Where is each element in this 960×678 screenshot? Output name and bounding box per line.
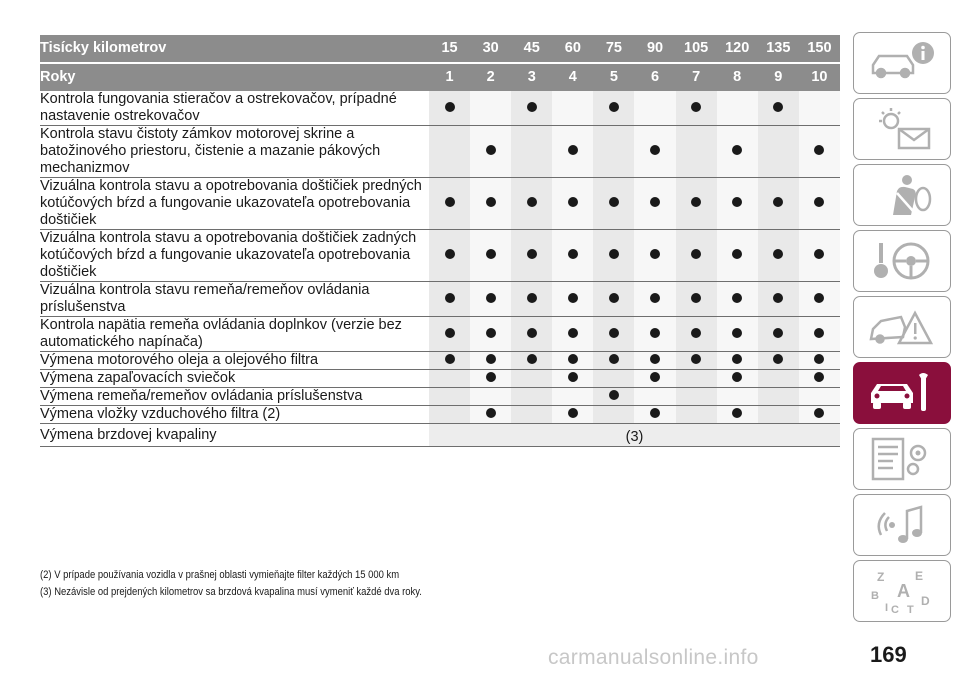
scheduled-dot	[486, 372, 496, 382]
schedule-cell	[429, 352, 470, 370]
km-header-cell-8: 120	[717, 35, 758, 63]
scheduled-dot	[527, 249, 537, 259]
scheduled-dot	[732, 249, 742, 259]
schedule-cell	[470, 230, 511, 282]
schedule-cell	[634, 406, 675, 424]
schedule-cell	[717, 406, 758, 424]
schedule-cell	[470, 282, 511, 317]
schedule-cell	[552, 230, 593, 282]
schedule-cell	[429, 317, 470, 352]
warning-lights-mail-icon	[863, 105, 941, 153]
schedule-cell	[799, 282, 840, 317]
schedule-cell	[758, 91, 799, 126]
scheduled-dot	[609, 197, 619, 207]
schedule-cell	[511, 406, 552, 424]
schedule-cell	[717, 317, 758, 352]
scheduled-dot	[568, 354, 578, 364]
km-header-cell-4: 60	[552, 35, 593, 63]
years-header-cell-5: 5	[593, 63, 634, 91]
schedule-cell	[470, 317, 511, 352]
schedule-cell	[676, 126, 717, 178]
scheduled-dot	[486, 197, 496, 207]
schedule-row	[40, 282, 840, 317]
scheduled-dot	[773, 328, 783, 338]
schedule-row	[40, 406, 840, 424]
schedule-cell	[758, 230, 799, 282]
schedule-row-label: Výmena vložky vzduchového filtra (2)	[40, 406, 429, 424]
scheduled-dot	[527, 197, 537, 207]
schedule-cell	[552, 406, 593, 424]
years-header-cell-1: 1	[429, 63, 470, 91]
schedule-cell	[511, 370, 552, 388]
schedule-cell	[429, 406, 470, 424]
schedule-cell	[758, 178, 799, 230]
schedule-row-label: Výmena brzdovej kvapaliny	[40, 424, 429, 447]
schedule-cell	[429, 230, 470, 282]
schedule-cell	[799, 126, 840, 178]
scheduled-dot	[568, 249, 578, 259]
schedule-cell	[676, 178, 717, 230]
schedule-cell	[717, 282, 758, 317]
tab-specifications[interactable]	[853, 428, 951, 490]
schedule-cell	[429, 126, 470, 178]
schedule-row-label: Vizuálna kontrola stavu a opotrebovania doštičiek zadných kotúčových bŕzd a fungovanie ukazovateľa opotrebovania doštičiek	[40, 230, 429, 282]
scheduled-dot	[773, 354, 783, 364]
schedule-cell	[552, 370, 593, 388]
km-header-cell-5: 75	[593, 35, 634, 63]
schedule-cell	[676, 352, 717, 370]
scheduled-dot	[445, 197, 455, 207]
schedule-cell	[429, 91, 470, 126]
schedule-cell	[552, 317, 593, 352]
car-info-icon	[863, 39, 941, 87]
scheduled-dot	[650, 354, 660, 364]
tab-index[interactable]	[853, 560, 951, 622]
footnote-2: (2) V prípade používania vozidla v prašnej oblasti vymieňajte filter každých 15 000 km	[40, 569, 400, 581]
scheduled-dot	[691, 354, 701, 364]
watermark: carmanualsonline.info	[548, 646, 759, 669]
schedule-cell	[634, 282, 675, 317]
scheduled-dot	[609, 354, 619, 364]
schedule-cell	[470, 406, 511, 424]
scheduled-dot	[773, 249, 783, 259]
schedule-cell	[676, 370, 717, 388]
schedule-cell	[470, 126, 511, 178]
km-header-cell-7: 105	[676, 35, 717, 63]
schedule-cell	[511, 230, 552, 282]
scheduled-dot	[445, 102, 455, 112]
schedule-cell	[593, 178, 634, 230]
alphabetical-index-icon	[863, 567, 941, 615]
tab-emergency[interactable]	[853, 296, 951, 358]
schedule-note-cell: (3)	[429, 424, 840, 447]
page-number: 169	[870, 642, 907, 667]
schedule-row	[40, 370, 840, 388]
scheduled-dot	[732, 145, 742, 155]
years-header-cell-10: 10	[799, 63, 840, 91]
scheduled-dot	[486, 328, 496, 338]
km-header-row	[40, 35, 840, 63]
schedule-cell	[676, 230, 717, 282]
schedule-cell	[634, 370, 675, 388]
scheduled-dot	[814, 249, 824, 259]
scheduled-dot	[486, 293, 496, 303]
scheduled-dot	[650, 145, 660, 155]
scheduled-dot	[445, 328, 455, 338]
tab-warning-lights[interactable]	[853, 98, 951, 160]
schedule-cell	[676, 317, 717, 352]
scheduled-dot	[568, 372, 578, 382]
scheduled-dot	[814, 328, 824, 338]
schedule-row-label: Výmena remeňa/remeňov ovládania príslušenstva	[40, 388, 429, 406]
years-header-cell-9: 9	[758, 63, 799, 91]
schedule-cell	[429, 178, 470, 230]
schedule-row-label: Kontrola napätia remeňa ovládania doplnkov (verzie bez automatického napínača)	[40, 317, 429, 352]
schedule-cell	[758, 352, 799, 370]
km-header-label: Tisícky kilometrov	[40, 35, 429, 63]
scheduled-dot	[650, 408, 660, 418]
multimedia-music-icon	[863, 501, 941, 549]
scheduled-dot	[814, 354, 824, 364]
schedule-cell	[470, 370, 511, 388]
schedule-cell	[758, 317, 799, 352]
scheduled-dot	[814, 197, 824, 207]
schedule-cell	[799, 230, 840, 282]
scheduled-dot	[609, 390, 619, 400]
schedule-cell	[429, 388, 470, 406]
accident-warning-icon	[863, 303, 941, 351]
scheduled-dot	[732, 197, 742, 207]
chapter-sidebar	[853, 32, 951, 626]
schedule-row-label: Kontrola stavu čistoty zámkov motorovej skrine a batožinového priestoru, čistenie a mazanie pákových mechanizmov	[40, 126, 429, 178]
schedule-cell	[552, 91, 593, 126]
schedule-cell	[717, 91, 758, 126]
scheduled-dot	[445, 354, 455, 364]
svg-text:I: I	[885, 602, 889, 614]
scheduled-dot	[486, 145, 496, 155]
svg-text:T: T	[907, 604, 914, 615]
scheduled-dot	[650, 328, 660, 338]
schedule-cell	[470, 388, 511, 406]
scheduled-dot	[445, 249, 455, 259]
svg-text:D: D	[921, 594, 930, 608]
schedule-row	[40, 126, 840, 178]
years-header-row	[40, 63, 840, 91]
scheduled-dot	[650, 249, 660, 259]
years-header-cell-3: 3	[511, 63, 552, 91]
schedule-cell	[429, 282, 470, 317]
scheduled-dot	[609, 249, 619, 259]
schedule-row-label: Výmena zapaľovacích sviečok	[40, 370, 429, 388]
footnote-3: (3) Nezávisle od prejdených kilometrov sa brzdová kvapalina musí vymeniť každé dva roky.	[40, 586, 422, 598]
scheduled-dot	[691, 197, 701, 207]
schedule-cell	[634, 388, 675, 406]
schedule-cell	[593, 370, 634, 388]
schedule-cell	[634, 352, 675, 370]
svg-text:A: A	[897, 581, 910, 601]
scheduled-dot	[773, 102, 783, 112]
schedule-cell	[511, 178, 552, 230]
years-header-cell-7: 7	[676, 63, 717, 91]
schedule-cell	[470, 352, 511, 370]
scheduled-dot	[732, 293, 742, 303]
schedule-cell	[634, 317, 675, 352]
years-header-cell-4: 4	[552, 63, 593, 91]
seatbelt-airbag-icon	[863, 171, 941, 219]
scheduled-dot	[650, 293, 660, 303]
schedule-cell	[593, 282, 634, 317]
maintenance-schedule-table	[40, 35, 840, 447]
schedule-cell	[511, 352, 552, 370]
schedule-cell	[511, 91, 552, 126]
schedule-cell	[799, 406, 840, 424]
scheduled-dot	[527, 102, 537, 112]
svg-text:C: C	[891, 604, 899, 615]
key-steering-wheel-icon	[863, 237, 941, 285]
scheduled-dot	[814, 145, 824, 155]
schedule-cell	[593, 388, 634, 406]
schedule-cell	[634, 91, 675, 126]
schedule-cell	[676, 406, 717, 424]
scheduled-dot	[568, 328, 578, 338]
schedule-cell	[799, 352, 840, 370]
schedule-cell	[799, 317, 840, 352]
scheduled-dot	[691, 328, 701, 338]
km-header-cell-9: 135	[758, 35, 799, 63]
schedule-row	[40, 388, 840, 406]
schedule-row-label: Kontrola fungovania stieračov a ostrekovačov, prípadné nastavenie ostrekovačov	[40, 91, 429, 126]
scheduled-dot	[732, 354, 742, 364]
tab-starting-driving[interactable]	[853, 230, 951, 292]
km-header-cell-6: 90	[634, 35, 675, 63]
scheduled-dot	[486, 354, 496, 364]
km-header-cell-10: 150	[799, 35, 840, 63]
schedule-row-label: Vizuálna kontrola stavu a opotrebovania doštičiek predných kotúčových bŕzd a fungovanie ukazovateľa opotrebovania doštičiek	[40, 178, 429, 230]
tab-car-info[interactable]	[853, 32, 951, 94]
schedule-row	[40, 424, 840, 447]
years-header-cell-8: 8	[717, 63, 758, 91]
tab-service-maintenance[interactable]	[853, 362, 951, 424]
footnotes	[40, 567, 422, 601]
schedule-row	[40, 178, 840, 230]
scheduled-dot	[650, 372, 660, 382]
scheduled-dot	[527, 328, 537, 338]
schedule-cell	[717, 352, 758, 370]
scheduled-dot	[814, 372, 824, 382]
schedule-row-label: Výmena motorového oleja a olejového filtra	[40, 352, 429, 370]
scheduled-dot	[691, 102, 701, 112]
schedule-cell	[593, 230, 634, 282]
car-service-wrench-icon	[863, 369, 941, 417]
schedule-cell	[676, 388, 717, 406]
years-header-cell-2: 2	[470, 63, 511, 91]
schedule-cell	[634, 230, 675, 282]
schedule-cell	[799, 388, 840, 406]
scheduled-dot	[732, 408, 742, 418]
scheduled-dot	[527, 293, 537, 303]
scheduled-dot	[732, 328, 742, 338]
km-header-cell-2: 30	[470, 35, 511, 63]
schedule-cell	[799, 178, 840, 230]
km-header-cell-3: 45	[511, 35, 552, 63]
schedule-cell	[552, 388, 593, 406]
schedule-row	[40, 230, 840, 282]
scheduled-dot	[445, 293, 455, 303]
schedule-cell	[593, 126, 634, 178]
svg-text:E: E	[915, 569, 924, 583]
schedule-cell	[593, 406, 634, 424]
schedule-cell	[511, 317, 552, 352]
scheduled-dot	[568, 145, 578, 155]
schedule-cell	[593, 317, 634, 352]
schedule-cell	[717, 230, 758, 282]
svg-text:B: B	[871, 590, 879, 602]
scheduled-dot	[527, 354, 537, 364]
schedule-cell	[758, 126, 799, 178]
specifications-gears-icon	[863, 435, 941, 483]
schedule-cell	[676, 282, 717, 317]
schedule-cell	[511, 388, 552, 406]
scheduled-dot	[691, 249, 701, 259]
scheduled-dot	[568, 197, 578, 207]
schedule-cell	[552, 126, 593, 178]
schedule-row	[40, 352, 840, 370]
scheduled-dot	[650, 197, 660, 207]
tab-multimedia[interactable]	[853, 494, 951, 556]
tab-safety[interactable]	[853, 164, 951, 226]
schedule-cell	[758, 406, 799, 424]
scheduled-dot	[814, 408, 824, 418]
schedule-cell	[717, 370, 758, 388]
schedule-cell	[470, 91, 511, 126]
scheduled-dot	[568, 293, 578, 303]
schedule-cell	[799, 370, 840, 388]
schedule-cell	[758, 282, 799, 317]
scheduled-dot	[609, 102, 619, 112]
schedule-cell	[511, 282, 552, 317]
schedule-cell	[717, 126, 758, 178]
schedule-cell	[758, 370, 799, 388]
schedule-cell	[429, 370, 470, 388]
scheduled-dot	[486, 249, 496, 259]
scheduled-dot	[814, 293, 824, 303]
schedule-row	[40, 91, 840, 126]
schedule-cell	[717, 388, 758, 406]
schedule-cell	[470, 178, 511, 230]
schedule-cell	[593, 91, 634, 126]
scheduled-dot	[609, 293, 619, 303]
schedule-row	[40, 317, 840, 352]
schedule-cell	[799, 91, 840, 126]
schedule-cell	[552, 352, 593, 370]
scheduled-dot	[486, 408, 496, 418]
scheduled-dot	[691, 293, 701, 303]
scheduled-dot	[773, 197, 783, 207]
schedule-cell	[552, 178, 593, 230]
schedule-cell	[758, 388, 799, 406]
years-header-cell-6: 6	[634, 63, 675, 91]
svg-text:Z: Z	[877, 570, 885, 584]
schedule-cell	[634, 126, 675, 178]
schedule-cell	[511, 126, 552, 178]
scheduled-dot	[609, 328, 619, 338]
scheduled-dot	[568, 408, 578, 418]
years-header-label: Roky	[40, 63, 429, 91]
schedule-cell	[634, 178, 675, 230]
km-header-cell-1: 15	[429, 35, 470, 63]
schedule-cell	[676, 91, 717, 126]
schedule-cell	[717, 178, 758, 230]
schedule-cell	[593, 352, 634, 370]
schedule-row-label: Vizuálna kontrola stavu remeňa/remeňov ovládania príslušenstva	[40, 282, 429, 317]
scheduled-dot	[773, 293, 783, 303]
schedule-cell	[552, 282, 593, 317]
scheduled-dot	[732, 372, 742, 382]
